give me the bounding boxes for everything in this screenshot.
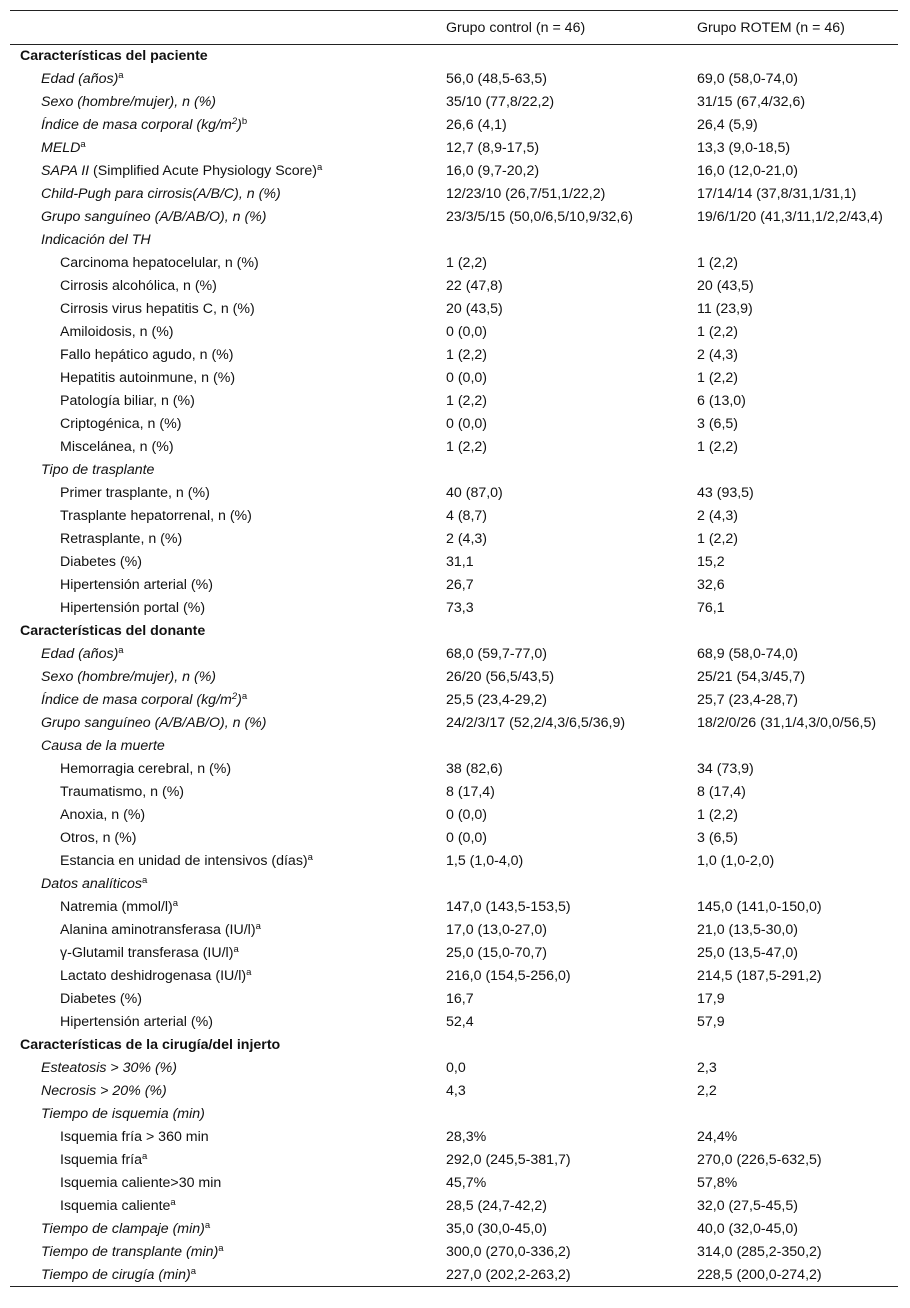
table-row <box>10 206 898 229</box>
table-row <box>10 459 898 482</box>
row-label <box>10 114 446 137</box>
row-label-text: Grupo sanguíneo (A/B/AB/O), n (%) <box>41 209 267 225</box>
control-group-value: 26/20 (56,5/43,5) <box>446 669 555 685</box>
row-label <box>10 551 446 574</box>
control-group-value: 0 (0,0) <box>446 324 488 340</box>
rotem-group-value: 1 (2,2) <box>697 807 739 823</box>
table-row <box>10 873 898 896</box>
control-group-value <box>446 1034 697 1057</box>
row-label-text: SAPA II <box>41 163 90 179</box>
control-group-value: 2 (4,3) <box>446 531 488 547</box>
row-label <box>10 436 446 459</box>
row-label-text: Otros, n (%) <box>60 830 137 846</box>
row-label <box>10 850 446 873</box>
control-group-value: 26,7 <box>446 577 474 593</box>
control-group-value <box>446 1103 697 1126</box>
row-label-text: Tipo de trasplante <box>41 462 155 478</box>
row-label-text: Hepatitis autoinmune, n (%) <box>60 370 236 386</box>
control-group-value: 56,0 (48,5-63,5) <box>446 71 547 87</box>
row-label <box>10 988 446 1011</box>
footnote-marker: a <box>80 139 86 150</box>
row-label <box>10 597 446 620</box>
footnote-marker: a <box>246 967 252 978</box>
footnote-marker: a <box>204 1220 211 1231</box>
rotem-group-value: 69,0 (58,0-74,0) <box>697 71 798 87</box>
table-row <box>10 597 898 620</box>
row-label-suffix: ) <box>237 692 242 708</box>
footnote-marker: a <box>141 875 148 886</box>
control-group-value: 35/10 (77,8/22,2) <box>446 94 555 110</box>
control-group-value: 1 (2,2) <box>446 393 488 409</box>
row-label <box>10 1218 446 1241</box>
unit-exponent: 2 <box>231 691 238 702</box>
row-label-text: Indicación del TH <box>41 232 151 248</box>
control-group-value: 23/3/5/15 (50,0/6,5/10,9/32,6) <box>446 209 633 225</box>
header-control-group: Grupo control (n = 46) <box>446 11 697 45</box>
header-rotem-group: Grupo ROTEM (n = 46) <box>697 11 898 45</box>
table-row <box>10 712 898 735</box>
row-label-text: Esteatosis > 30% (%) <box>41 1060 178 1076</box>
rotem-group-value <box>697 45 898 68</box>
rotem-group-value: 2 (4,3) <box>697 347 739 363</box>
section-header-row <box>10 620 898 643</box>
row-label-plain: (Simplified Acute Physiology Score) <box>89 163 317 179</box>
row-label <box>10 1080 446 1103</box>
row-label-text: Isquemia fría <box>60 1152 143 1168</box>
rotem-group-value: 1 (2,2) <box>697 255 739 271</box>
row-label-text: Isquemia caliente <box>60 1198 171 1214</box>
footnote-marker: a <box>190 1265 196 1277</box>
row-label <box>10 68 446 91</box>
table-row <box>10 965 898 988</box>
table-row <box>10 436 898 459</box>
row-label-text: Criptogénica, n (%) <box>60 416 182 432</box>
row-label-text: Edad (años) <box>41 646 119 662</box>
rotem-group-value: 2 (4,3) <box>697 508 739 524</box>
table-row <box>10 367 898 390</box>
rotem-group-value: 25/21 (54,3/45,7) <box>697 669 806 685</box>
row-label-text: Diabetes (%) <box>60 991 143 1007</box>
control-group-value: 300,0 (270,0-336,2) <box>446 1244 571 1260</box>
row-label <box>10 252 446 275</box>
control-group-value <box>446 620 697 643</box>
rotem-group-value: 11 (23,9) <box>697 301 753 317</box>
rotem-group-value: 2,2 <box>697 1083 717 1099</box>
table-row <box>10 275 898 298</box>
rotem-group-value <box>697 735 898 758</box>
table-row <box>10 1080 898 1103</box>
row-label <box>10 298 446 321</box>
patient-characteristics-table <box>10 10 898 1287</box>
row-label-text: Edad (años) <box>41 71 119 87</box>
row-label-text: Diabetes (%) <box>60 554 143 570</box>
control-group-value: 16,0 (9,7-20,2) <box>446 163 540 179</box>
row-label <box>10 827 446 850</box>
control-group-value: 4 (8,7) <box>446 508 488 524</box>
row-label <box>10 758 446 781</box>
row-label-text: Isquemia caliente>30 min <box>60 1175 222 1191</box>
footnote-marker: a <box>241 691 248 702</box>
row-label <box>10 390 446 413</box>
rotem-group-value: 24,4% <box>697 1129 738 1145</box>
row-label-text: γ-Glutamil transferasa (IU/l) <box>60 945 234 961</box>
control-group-value: 68,0 (59,7-77,0) <box>446 646 547 662</box>
row-label <box>10 1264 446 1287</box>
control-group-value: 0,0 <box>446 1060 466 1076</box>
section-header-row <box>10 1034 898 1057</box>
row-label <box>10 1195 446 1218</box>
control-group-value: 38 (82,6) <box>446 761 503 777</box>
control-group-value: 4,3 <box>446 1083 466 1099</box>
rotem-group-value: 16,0 (12,0-21,0) <box>697 163 798 179</box>
rotem-group-value: 57,9 <box>697 1014 725 1030</box>
table-row <box>10 413 898 436</box>
table-row <box>10 183 898 206</box>
rotem-group-value: 145,0 (141,0-150,0) <box>697 899 822 915</box>
table-row <box>10 781 898 804</box>
rotem-group-value: 6 (13,0) <box>697 393 746 409</box>
rotem-group-value: 214,5 (187,5-291,2) <box>697 968 822 984</box>
control-group-value: 25,5 (23,4-29,2) <box>446 692 547 708</box>
table-row <box>10 1241 898 1264</box>
row-label-text: Tiempo de isquemia (min) <box>41 1106 205 1122</box>
rotem-group-value: 1 (2,2) <box>697 439 739 455</box>
control-group-value: 31,1 <box>446 554 474 570</box>
row-label-text: Alanina aminotransferasa (IU/l) <box>60 922 256 938</box>
control-group-value: 20 (43,5) <box>446 301 503 317</box>
table-row <box>10 1264 898 1287</box>
control-group-value: 12,7 (8,9-17,5) <box>446 140 540 156</box>
table-row <box>10 1195 898 1218</box>
row-label <box>10 137 446 160</box>
rotem-group-value <box>697 873 898 896</box>
rotem-group-value: 34 (73,9) <box>697 761 754 777</box>
control-group-value: 216,0 (154,5-256,0) <box>446 968 571 984</box>
row-label <box>10 781 446 804</box>
row-label <box>10 965 446 988</box>
control-group-value: 0 (0,0) <box>446 807 488 823</box>
control-group-value: 8 (17,4) <box>446 784 495 800</box>
row-label <box>10 873 446 896</box>
row-label-text: Sexo (hombre/mujer), n (%) <box>41 669 217 685</box>
row-label-text: Lactato deshidrogenasa (IU/l) <box>60 968 247 984</box>
table-row <box>10 896 898 919</box>
control-group-value: 45,7% <box>446 1175 487 1191</box>
row-label <box>10 91 446 114</box>
table-row <box>10 574 898 597</box>
row-label-suffix: ) <box>237 117 242 133</box>
row-label-text: Características del paciente <box>20 48 208 65</box>
row-label <box>10 1034 446 1057</box>
rotem-group-value: 57,8% <box>697 1175 738 1191</box>
control-group-value <box>446 229 697 252</box>
table-row <box>10 551 898 574</box>
row-label <box>10 206 446 229</box>
rotem-group-value: 314,0 (285,2-350,2) <box>697 1244 822 1260</box>
rotem-group-value: 270,0 (226,5-632,5) <box>697 1152 822 1168</box>
control-group-value <box>446 459 697 482</box>
table-row <box>10 1057 898 1080</box>
row-label <box>10 1011 446 1034</box>
rotem-group-value: 3 (6,5) <box>697 830 739 846</box>
footnote-marker: a <box>142 1151 148 1162</box>
rotem-group-value: 1 (2,2) <box>697 370 739 386</box>
rotem-group-value: 1 (2,2) <box>697 531 739 547</box>
row-label-text: Necrosis > 20% (%) <box>41 1083 167 1099</box>
rotem-group-value <box>697 1103 898 1126</box>
row-label-text: Hemorragia cerebral, n (%) <box>60 761 232 777</box>
row-label <box>10 183 446 206</box>
control-group-value: 22 (47,8) <box>446 278 503 294</box>
row-label-text: Tiempo de clampaje (min) <box>41 1221 205 1237</box>
control-group-value: 1,5 (1,0-4,0) <box>446 853 524 869</box>
rotem-group-value: 1 (2,2) <box>697 324 739 340</box>
control-group-value <box>446 735 697 758</box>
control-group-value: 0 (0,0) <box>446 830 488 846</box>
row-label <box>10 505 446 528</box>
row-label-text: Miscelánea, n (%) <box>60 439 174 455</box>
control-group-value: 292,0 (245,5-381,7) <box>446 1152 571 1168</box>
table-row <box>10 689 898 712</box>
row-label-text: Estancia en unidad de intensivos (días) <box>60 853 308 869</box>
table-row <box>10 988 898 1011</box>
row-label-text: Hipertensión arterial (%) <box>60 1014 213 1030</box>
table-row <box>10 827 898 850</box>
rotem-group-value: 3 (6,5) <box>697 416 739 432</box>
table-row <box>10 1126 898 1149</box>
row-label-text: Anoxia, n (%) <box>60 807 146 823</box>
control-group-value: 25,0 (15,0-70,7) <box>446 945 547 961</box>
table-row <box>10 528 898 551</box>
table-row <box>10 919 898 942</box>
row-label <box>10 482 446 505</box>
footnote-marker: a <box>118 645 124 656</box>
table-row <box>10 114 898 137</box>
row-label-text: MELD <box>41 140 81 156</box>
table-row <box>10 229 898 252</box>
rotem-group-value: 32,6 <box>697 577 725 593</box>
row-label <box>10 229 446 252</box>
footnote-marker: a <box>170 1197 176 1208</box>
row-label <box>10 459 446 482</box>
table-row <box>10 1172 898 1195</box>
row-label-text: Trasplante hepatorrenal, n (%) <box>60 508 252 524</box>
row-label-text: Sexo (hombre/mujer), n (%) <box>41 94 217 110</box>
rotem-group-value: 20 (43,5) <box>697 278 754 294</box>
row-label <box>10 1172 446 1195</box>
rotem-group-value: 228,5 (200,0-274,2) <box>697 1264 898 1287</box>
control-group-value: 26,6 (4,1) <box>446 117 507 133</box>
control-group-value: 52,4 <box>446 1014 474 1030</box>
row-label-text: Cirrosis alcohólica, n (%) <box>60 278 217 294</box>
row-label-text: Primer trasplante, n (%) <box>60 485 210 501</box>
table-body <box>10 45 898 1287</box>
row-label <box>10 1241 446 1264</box>
row-label <box>10 689 446 712</box>
header-label-column <box>10 11 446 45</box>
control-group-value: 40 (87,0) <box>446 485 503 501</box>
row-label-text: Retrasplante, n (%) <box>60 531 183 547</box>
control-group-value: 1 (2,2) <box>446 255 488 271</box>
row-label <box>10 413 446 436</box>
row-label-text: Datos analíticos <box>41 876 142 892</box>
table-row <box>10 68 898 91</box>
table-row <box>10 160 898 183</box>
rotem-group-value: 8 (17,4) <box>697 784 746 800</box>
table-row <box>10 850 898 873</box>
rotem-group-value: 2,3 <box>697 1060 717 1076</box>
rotem-group-value: 17,9 <box>697 991 725 1007</box>
row-label-text: Índice de masa corporal (kg/m <box>41 692 232 708</box>
footnote-marker: a <box>317 162 323 173</box>
table-row <box>10 1218 898 1241</box>
table-row <box>10 1103 898 1126</box>
row-label <box>10 666 446 689</box>
control-group-value: 17,0 (13,0-27,0) <box>446 922 547 938</box>
table-row <box>10 298 898 321</box>
row-label <box>10 896 446 919</box>
control-group-value: 1 (2,2) <box>446 439 488 455</box>
row-label <box>10 804 446 827</box>
table-row <box>10 505 898 528</box>
rotem-group-value: 17/14/14 (37,8/31,1/31,1) <box>697 186 857 202</box>
row-label-text: Índice de masa corporal (kg/m <box>41 117 232 133</box>
footnote-marker: b <box>241 116 248 127</box>
control-group-value: 147,0 (143,5-153,5) <box>446 899 571 915</box>
rotem-group-value <box>697 620 898 643</box>
rotem-group-value: 31/15 (67,4/32,6) <box>697 94 806 110</box>
row-label <box>10 45 446 68</box>
table-row <box>10 804 898 827</box>
row-label <box>10 735 446 758</box>
footnote-marker: a <box>172 898 179 909</box>
table-row <box>10 1011 898 1034</box>
rotem-group-value: 40,0 (32,0-45,0) <box>697 1221 798 1237</box>
rotem-group-value: 15,2 <box>697 554 725 570</box>
row-label <box>10 528 446 551</box>
control-group-value: 227,0 (202,2-263,2) <box>446 1264 697 1287</box>
row-label-text: Hipertensión arterial (%) <box>60 577 213 593</box>
row-label <box>10 1149 446 1172</box>
row-label <box>10 160 446 183</box>
table-row <box>10 942 898 965</box>
rotem-group-value: 21,0 (13,5-30,0) <box>697 922 798 938</box>
control-group-value <box>446 873 697 896</box>
row-label-text: Tiempo de cirugía (min) <box>41 1266 191 1283</box>
rotem-group-value: 26,4 (5,9) <box>697 117 758 133</box>
row-label-text: Hipertensión portal (%) <box>60 600 206 616</box>
row-label-text: Características de la cirugía/del injerto <box>20 1037 281 1053</box>
control-group-value: 73,3 <box>446 600 474 616</box>
rotem-group-value: 25,7 (23,4-28,7) <box>697 692 798 708</box>
row-label-text: Fallo hepático agudo, n (%) <box>60 347 234 363</box>
row-label-text: Características del donante <box>20 623 206 639</box>
row-label-text: Patología biliar, n (%) <box>60 393 195 409</box>
rotem-group-value <box>697 459 898 482</box>
rotem-group-value: 76,1 <box>697 600 725 616</box>
rotem-group-value: 13,3 (9,0-18,5) <box>697 140 791 156</box>
rotem-group-value: 1,0 (1,0-2,0) <box>697 853 775 869</box>
row-label <box>10 919 446 942</box>
control-group-value: 24/2/3/17 (52,2/4,3/6,5/36,9) <box>446 715 626 731</box>
section-header-row <box>10 45 898 68</box>
row-label <box>10 367 446 390</box>
row-label-text: Amiloidosis, n (%) <box>60 324 174 340</box>
row-label <box>10 712 446 735</box>
rotem-group-value: 18/2/0/26 (31,1/4,3/0,0/56,5) <box>697 715 877 731</box>
table-row <box>10 137 898 160</box>
rotem-group-value: 25,0 (13,5-47,0) <box>697 945 798 961</box>
control-group-value: 28,5 (24,7-42,2) <box>446 1198 547 1214</box>
table-row <box>10 666 898 689</box>
table-row <box>10 643 898 666</box>
control-group-value: 0 (0,0) <box>446 416 488 432</box>
control-group-value: 0 (0,0) <box>446 370 488 386</box>
table-header-row <box>10 11 898 45</box>
control-group-value: 35,0 (30,0-45,0) <box>446 1221 547 1237</box>
rotem-group-value <box>697 1034 898 1057</box>
row-label-text: Natremia (mmol/l) <box>60 899 173 915</box>
row-label-text: Causa de la muerte <box>41 738 165 754</box>
control-group-value: 28,3% <box>446 1129 487 1145</box>
row-label <box>10 1126 446 1149</box>
table-row <box>10 91 898 114</box>
rotem-group-value: 19/6/1/20 (41,3/11,1/2,2/43,4) <box>697 209 883 225</box>
footnote-marker: a <box>118 70 124 81</box>
control-group-value: 16,7 <box>446 991 474 1007</box>
row-label <box>10 643 446 666</box>
footnote-marker: a <box>255 921 261 932</box>
row-label <box>10 321 446 344</box>
rotem-group-value: 43 (93,5) <box>697 485 754 501</box>
control-group-value: 12/23/10 (26,7/51,1/22,2) <box>446 186 606 202</box>
row-label <box>10 942 446 965</box>
row-label-text: Child-Pugh para cirrosis(A/B/C), n (%) <box>41 186 281 202</box>
control-group-value: 1 (2,2) <box>446 347 488 363</box>
footnote-marker: a <box>218 1243 224 1254</box>
row-label-text: Isquemia fría > 360 min <box>60 1129 209 1145</box>
table-row <box>10 1149 898 1172</box>
row-label-text: Grupo sanguíneo (A/B/AB/O), n (%) <box>41 715 267 731</box>
row-label <box>10 1103 446 1126</box>
table-row <box>10 252 898 275</box>
footnote-marker: a <box>233 944 239 955</box>
table-row <box>10 344 898 367</box>
row-label <box>10 1057 446 1080</box>
row-label-text: Carcinoma hepatocelular, n (%) <box>60 255 259 271</box>
row-label <box>10 620 446 643</box>
table-row <box>10 321 898 344</box>
row-label-text: Traumatismo, n (%) <box>60 784 185 800</box>
rotem-group-value <box>697 229 898 252</box>
table-row <box>10 735 898 758</box>
row-label <box>10 574 446 597</box>
footnote-marker: a <box>307 852 313 863</box>
row-label-text: Cirrosis virus hepatitis C, n (%) <box>60 301 255 317</box>
rotem-group-value: 32,0 (27,5-45,5) <box>697 1198 798 1214</box>
control-group-value <box>446 45 697 68</box>
table-row <box>10 482 898 505</box>
unit-exponent: 2 <box>231 116 238 127</box>
row-label <box>10 275 446 298</box>
table-row <box>10 758 898 781</box>
rotem-group-value: 68,9 (58,0-74,0) <box>697 646 798 662</box>
row-label <box>10 344 446 367</box>
row-label-text: Tiempo de transplante (min) <box>41 1244 219 1260</box>
table-row <box>10 390 898 413</box>
